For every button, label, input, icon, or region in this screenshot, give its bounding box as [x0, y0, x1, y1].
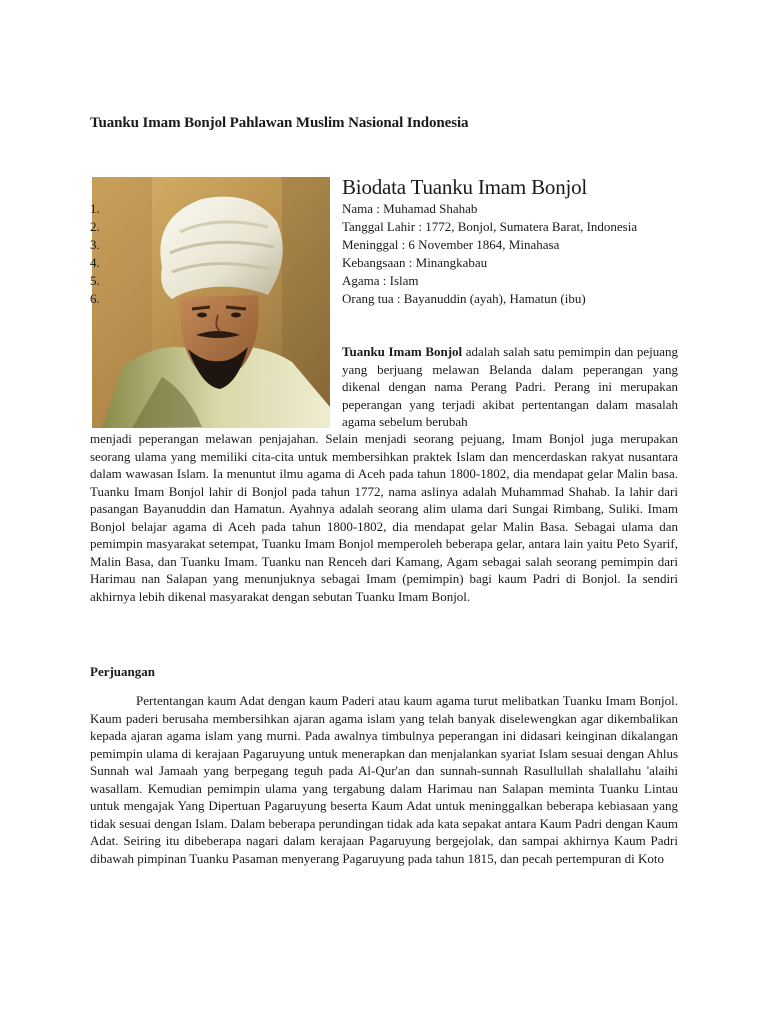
biodata-number: 2.: [90, 219, 100, 234]
document-title: Tuanku Imam Bonjol Pahlawan Muslim Nasional Indonesia: [90, 115, 469, 131]
biodata-text: Agama : Islam: [342, 273, 419, 288]
intro-lead: Tuanku Imam Bonjol: [342, 344, 463, 359]
biodata-item-kebangsaan: [90, 254, 678, 272]
perjuangan-paragraph: Pertentangan kaum Adat dengan kaum Paderi atau kaum agama turut melibatkan Tuanku Imam Bonjol. Kaum paderi berusaha membersihkan ajaran agama islam yang telah banyak diselewengkan agar dikembalikan kepada ajaran agama islam yang murni. Pada awalnya timbulnya peperangan ini didasari keinginan dikalangan pemimpin ulama di kerajaan Pagaruyung untuk menerapkan dan menjalankan syariat Islam sesuai dengan Ahlus Sunnah wal Jamaah yang berpegang teguh pada Al-Qur'an dan sunnah-sunnah Rasullullah shalallahu 'alaihi wasallam. Kemudian pemimpin ulama yang tergabung dalam Harimau nan Salapan meminta Tuanku Lintau untuk mengajak Yang Dipertuan Pagaruyung beserta Kaum Adat untuk meninggalkan beberapa kebiasaan yang tidak sesuai dengan Islam. Dalam beberapa perundingan tidak ada kata sepakat antara Kaum Padri dengan Kaum Adat. Seiring itu dibeberapa nagari dalam kerajaan Pagaruyung bergejolak, dan sampai akhirnya Kaum Padri dibawah pimpinan Tuanku Pasaman menyerang Pagaruyung pada tahun 1815, dan pecah pertempuran di Koto: [90, 693, 678, 866]
biodata-text: Tanggal Lahir : 1772, Bonjol, Sumatera Barat, Indonesia: [342, 219, 638, 234]
biodata-text: Orang tua : Bayanuddin (ayah), Hamatun (ibu): [342, 291, 586, 306]
biodata-item-nama: [90, 200, 678, 218]
biodata-number: 6.: [90, 291, 100, 306]
biodata-number: 4.: [90, 255, 100, 270]
intro-text-part1: adalah salah satu pemimpin dan pejuang yang berjuang melawan Belanda dalam peperangan yang dikenal dengan nama Perang Padri. Perang ini merupakan peperangan yang terjadi akibat pertentangan dalam masalah agama sebelum berubah: [342, 344, 678, 429]
biodata-text: Meninggal : 6 November 1864, Minahasa: [342, 237, 560, 252]
intro-paragraph-top: [342, 343, 678, 431]
biodata-list: [90, 200, 678, 308]
biodata-number: 1.: [90, 201, 100, 216]
biodata-number: 5.: [90, 273, 100, 288]
biodata-item-meninggal: [90, 236, 678, 254]
biodata-heading: Biodata Tuanku Imam Bonjol: [342, 175, 588, 199]
biodata-number: 3.: [90, 237, 100, 252]
biodata-text: Kebangsaan : Minangkabau: [342, 255, 488, 270]
biodata-item-agama: [90, 272, 678, 290]
intro-paragraph-continued: menjadi peperangan melawan penjajahan. Selain menjadi seorang pejuang, Imam Bonjol juga merupakan seorang ulama yang memiliki cita-cita untuk membersihkan praktek Islam dan mencerdaskan rakyat nusantara dalam wawasan Islam. Ia menuntut ilmu agama di Aceh pada tahun 1800-1802, dia mendapat gelar Malin basa. Tuanku Imam Bonjol lahir di Bonjol pada tahun 1772, nama aslinya adalah Muhammad Shahab. Ia lahir dari pasangan Bayanuddin dan Hamatun. Ayahnya adalah seorang alim ulama dari Sungai Rimbang, Suliki. Imam Bonjol belajar agama di Aceh pada tahun 1800-1802, dia mendapat gelar Malin Basa. Sebagai ulama dan pemimpin masyarakat setempat, Tuanku Imam Bonjol memperoleh beberapa gelar, antara lain yaitu Peto Syarif, Malin Basa, dan Tuanku Imam. Tuanku nan Renceh dari Kamang, Agam sebagai salah seorang pemimpin dari Harimau nan Salapan yang menunjuknya sebagai Imam (pemimpin) bagi kaum Padri di Bonjol. Ia sendiri akhirnya lebih dikenal masyarakat dengan sebutan Tuanku Imam Bonjol.: [90, 431, 678, 604]
biodata-text: Nama : Muhamad Shahab: [342, 201, 478, 216]
biodata-item-orang-tua: [90, 290, 678, 308]
section-heading-perjuangan: Perjuangan: [90, 664, 155, 679]
biodata-item-tanggal-lahir: [90, 218, 678, 236]
